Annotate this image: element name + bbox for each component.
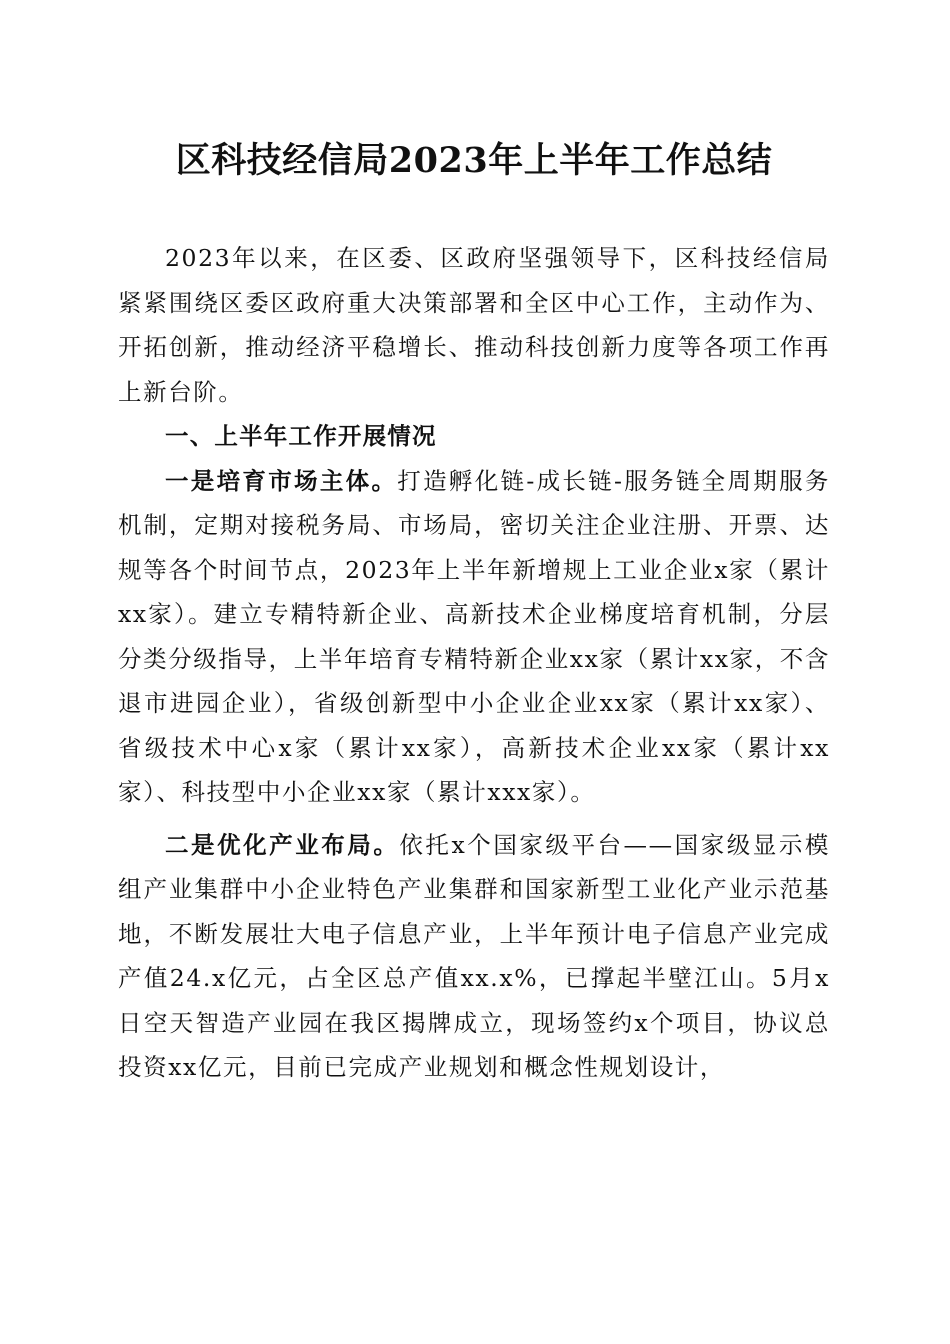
item-lead-2: 二是优化产业布局。 [165,830,400,859]
item-paragraph-1 [118,459,830,815]
intro-paragraph: 2023年以来，在区委、区政府坚强领导下，区科技经信局紧紧围绕区委区政府重大决策部署和全区中心工作，主动作为、开拓创新，推动经济平稳增长、推动科技创新力度等各项工作再上新台阶。 [118,244,830,406]
document-page [118,130,830,1090]
section-heading: 一、上半年工作开展情况 [165,422,437,450]
item-paragraph-2 [118,823,830,1090]
item-text-2: 依托x个国家级平台——国家级显示模组产业集群中小企业特色产业集群和国家新型工业化产业示范基地，不断发展壮大电子信息产业，上半年预计电子信息产业完成产值24.x亿元，占全区总产值xx.x%，已撑起半壁江山。5月x日空天智造产业园在我区揭牌成立，现场签约x个项目，协议总投资xx亿元，目前已完成产业规划和概念性规划设计， [118,830,830,1081]
document-body [118,236,830,1090]
document-title: 区科技经信局2023年上半年工作总结 [175,140,773,181]
item-lead-1: 一是培育市场主体。 [165,466,398,495]
item-text-1: 打造孵化链-成长链-服务链全周期服务机制，定期对接税务局、市场局，密切关注企业注册、开票、达规等各个时间节点，2023年上半年新增规上工业企业x家（累计xx家）。建立专精特新企业、高新技术企业梯度培育机制，分层分类分级指导，上半年培育专精特新企业xx家（累计xx家，不含退市进园企业），省级创新型中小企业企业xx家（累计xx家）、省级技术中心x家（累计xx家），高新技术企业xx家（累计xx家）、科技型中小企业xx家（累计xxx家）。 [118,466,831,806]
paragraph-gap [118,815,830,823]
